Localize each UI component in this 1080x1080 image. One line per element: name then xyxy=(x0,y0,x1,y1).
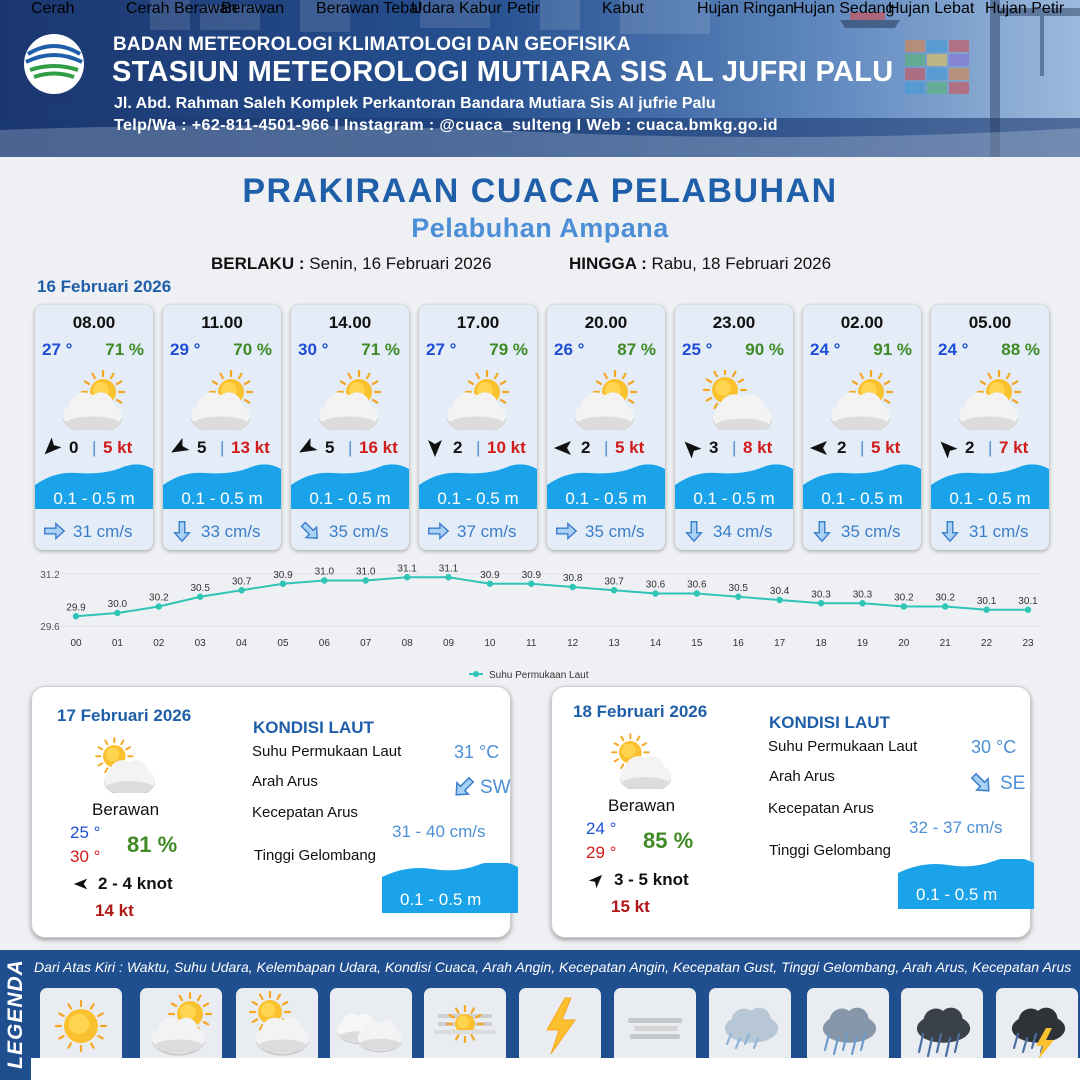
wind-direction-icon xyxy=(425,438,445,458)
logo-text: BMKG xyxy=(35,92,73,106)
day3-temp-max: 29 ° xyxy=(586,843,617,862)
data-label: 31.1 xyxy=(438,563,459,575)
card-wave-height: 0.1 - 0.5 m xyxy=(53,489,135,508)
day2-date: 17 Februari 2026 xyxy=(57,706,192,725)
kabut-icon xyxy=(614,988,696,1064)
legend-item xyxy=(519,988,601,1064)
legend-item-label: Petir xyxy=(507,0,540,17)
data-point xyxy=(321,577,327,583)
card-temperature: 27 ° xyxy=(426,340,457,359)
x-tick-label: 01 xyxy=(111,638,123,649)
x-tick-label: 20 xyxy=(898,638,910,649)
legend-item-label: Cerah xyxy=(31,0,75,17)
hourly-card xyxy=(547,305,665,550)
day3-date: 18 Februari 2026 xyxy=(573,702,708,721)
data-label: 29.9 xyxy=(66,602,86,614)
card-separator: | xyxy=(860,438,865,457)
card-time: 17.00 xyxy=(456,313,500,332)
card-current-speed: 33 cm/s xyxy=(201,522,261,541)
card-wave-height: 0.1 - 0.5 m xyxy=(565,489,647,508)
card-gust: 5 kt xyxy=(615,438,645,457)
card-wave-height: 0.1 - 0.5 m xyxy=(437,489,519,508)
wind-direction-icon xyxy=(809,438,829,458)
data-point xyxy=(445,574,451,580)
data-point xyxy=(114,610,120,616)
x-tick-label: 16 xyxy=(732,638,744,649)
x-tick-label: 18 xyxy=(815,638,827,649)
data-label: 30.5 xyxy=(190,582,210,594)
data-point xyxy=(694,590,700,596)
cerah-berawan-icon xyxy=(825,370,901,430)
data-point xyxy=(942,603,948,609)
day2-temp-min: 25 ° xyxy=(70,823,101,842)
data-label: 30.2 xyxy=(149,592,169,604)
card-separator: | xyxy=(604,438,609,457)
card-current-speed: 31 cm/s xyxy=(73,522,133,541)
day1-date: 16 Februari 2026 xyxy=(37,277,172,296)
data-point xyxy=(859,600,865,606)
card-separator: | xyxy=(988,438,993,457)
page-title: PRAKIRAAN CUACA PELABUHAN xyxy=(242,172,838,210)
hourly-card xyxy=(675,305,793,550)
data-point xyxy=(156,603,162,609)
series-line xyxy=(76,577,1028,616)
card-wind-speed: 3 xyxy=(709,438,719,457)
card-humidity: 70 % xyxy=(233,340,272,359)
data-point xyxy=(197,594,203,600)
data-point xyxy=(776,597,782,603)
legend-item xyxy=(330,988,412,1064)
petir-icon xyxy=(519,988,601,1064)
day3-wave-height: 0.1 - 0.5 m xyxy=(916,885,998,904)
legend-item-label: Hujan Petir xyxy=(985,0,1065,17)
legend-item xyxy=(996,988,1078,1064)
legend-item xyxy=(140,988,222,1064)
card-wave-height: 0.1 - 0.5 m xyxy=(693,489,775,508)
card-wind-speed: 2 xyxy=(837,438,847,457)
card-time: 05.00 xyxy=(968,313,1012,332)
card-gust: 10 kt xyxy=(487,438,526,457)
station-contact: Telp/Wa : +62-811-4501-966 I Instagram : @cuaca_sulteng I Web : cuaca.bmkg.go.id xyxy=(114,117,778,134)
current-direction-icon xyxy=(553,518,579,544)
valid-from xyxy=(211,254,492,274)
card-gust: 8 kt xyxy=(743,438,773,457)
card-gust: 7 kt xyxy=(999,438,1029,457)
station-address: Jl. Abd. Rahman Saleh Komplek Perkantoran Bandara Mutiara Sis Al jufrie Palu xyxy=(114,95,716,112)
bmkg-logo xyxy=(14,32,94,108)
valid-from-label: BERLAKU : xyxy=(211,254,305,273)
x-tick-label: 10 xyxy=(484,638,496,649)
data-point xyxy=(363,577,369,583)
card-humidity: 71 % xyxy=(105,340,144,359)
data-label: 30.9 xyxy=(480,569,500,581)
card-gust: 13 kt xyxy=(231,438,270,457)
day2-sst-label: Suhu Permukaan Laut xyxy=(252,743,402,760)
legend-item-label: Berawan xyxy=(221,0,285,17)
station-name: STASIUN METEOROLOGI MUTIARA SIS AL JUFRI PALU xyxy=(112,56,894,88)
data-label: 31.1 xyxy=(397,563,417,575)
card-current-speed: 31 cm/s xyxy=(969,522,1029,541)
card-temperature: 25 ° xyxy=(682,340,713,359)
day3-gust: 15 kt xyxy=(611,897,650,916)
current-direction-icon xyxy=(809,518,835,544)
x-tick-label: 22 xyxy=(981,638,993,649)
valid-to xyxy=(569,254,831,274)
x-tick-label: 19 xyxy=(856,638,868,649)
card-current-speed: 35 cm/s xyxy=(841,522,901,541)
current-direction-icon xyxy=(425,518,451,544)
x-tick-label: 11 xyxy=(526,638,537,649)
valid-from-value: Senin, 16 Februari 2026 xyxy=(309,254,492,273)
data-label: 30.2 xyxy=(894,592,914,604)
wind-direction-icon xyxy=(681,438,701,458)
day2-panel xyxy=(31,686,511,938)
hourly-card xyxy=(803,305,921,550)
day2-humidity: 81 % xyxy=(127,832,178,857)
card-temperature: 29 ° xyxy=(170,340,201,359)
day3-humidity: 85 % xyxy=(643,828,694,853)
card-time: 20.00 xyxy=(584,313,628,332)
x-tick-label: 02 xyxy=(153,638,165,649)
legend-item xyxy=(614,988,696,1064)
wind-direction-icon xyxy=(588,871,606,889)
day3-current-dir: SE xyxy=(1000,773,1026,794)
org-name: BADAN METEOROLOGI KLIMATOLOGI DAN GEOFISIKA xyxy=(113,34,631,55)
data-point xyxy=(735,594,741,600)
day2-current-speed: 31 - 40 cm/s xyxy=(392,822,486,841)
card-wave-height: 0.1 - 0.5 m xyxy=(949,489,1031,508)
hourly-card xyxy=(163,305,281,550)
card-time: 11.00 xyxy=(201,313,243,332)
card-humidity: 71 % xyxy=(361,340,400,359)
wind-direction-icon xyxy=(72,875,90,893)
legend-item xyxy=(424,988,506,1064)
legend-item-label: Hujan Sedang xyxy=(793,0,895,17)
current-direction-icon xyxy=(450,773,478,801)
day2-temp-max: 30 ° xyxy=(70,847,101,866)
card-separator: | xyxy=(92,438,97,457)
data-label: 30.8 xyxy=(562,573,583,584)
legend-item xyxy=(901,988,983,1064)
udara-kabur-icon xyxy=(424,988,506,1064)
card-wind-speed: 2 xyxy=(965,438,975,457)
data-point xyxy=(983,607,989,613)
data-point xyxy=(652,590,658,596)
legend-item xyxy=(236,988,318,1064)
day3-temp-min: 24 ° xyxy=(586,819,617,838)
x-tick-label: 21 xyxy=(939,638,951,649)
valid-to-label: HINGGA : xyxy=(569,254,647,273)
legend-label-strip xyxy=(31,1058,1080,1080)
current-direction-icon xyxy=(681,518,707,544)
card-time: 14.00 xyxy=(328,313,372,332)
card-gust: 5 kt xyxy=(871,438,901,457)
hourly-card xyxy=(291,305,409,550)
data-point xyxy=(1025,607,1031,613)
y-tick-label: 31.2 xyxy=(40,570,60,581)
cerah-icon xyxy=(40,988,122,1064)
berawan-tebal-icon xyxy=(330,988,412,1064)
wind-direction-icon xyxy=(553,438,573,458)
current-direction-icon xyxy=(937,518,963,544)
legend-item-label: Kabut xyxy=(602,0,644,17)
day3-current-speed-label: Kecepatan Arus xyxy=(768,800,874,817)
data-label: 30.7 xyxy=(604,576,624,588)
legend-marker xyxy=(473,671,479,677)
port-name: Pelabuhan Ampana xyxy=(411,213,669,243)
data-label: 30.1 xyxy=(976,595,997,607)
data-point xyxy=(238,587,244,593)
legend-item xyxy=(807,988,889,1064)
x-tick-label: 00 xyxy=(70,638,82,649)
hourly-card xyxy=(931,305,1049,550)
wind-direction-icon xyxy=(169,438,189,458)
x-tick-label: 14 xyxy=(649,638,662,649)
cerah-berawan-icon xyxy=(185,370,261,430)
data-label: 31.0 xyxy=(356,566,376,578)
current-direction-icon xyxy=(967,769,995,797)
legend-side xyxy=(0,950,31,1080)
current-direction-icon xyxy=(297,518,323,544)
day2-current-speed-label: Kecepatan Arus xyxy=(252,804,358,821)
x-tick-label: 09 xyxy=(442,638,455,649)
cerah-berawan-icon xyxy=(57,370,133,430)
day3-sea-title: KONDISI LAUT xyxy=(769,713,890,732)
legend-item xyxy=(709,988,791,1064)
data-point xyxy=(404,574,410,580)
legend-item-label: Hujan Lebat xyxy=(888,0,975,17)
data-point xyxy=(569,584,575,590)
data-label: 30.1 xyxy=(1018,595,1038,607)
data-point xyxy=(818,600,824,606)
card-current-speed: 35 cm/s xyxy=(329,522,389,541)
x-tick-label: 07 xyxy=(360,638,372,649)
day3-wave-label: Tinggi Gelombang xyxy=(769,842,892,859)
hujan-sedang-icon xyxy=(807,988,889,1064)
hujan-lebat-icon xyxy=(901,988,983,1064)
data-point xyxy=(611,587,617,593)
x-tick-label: 15 xyxy=(691,638,703,649)
card-gust: 5 kt xyxy=(103,438,133,457)
hourly-card xyxy=(35,305,153,550)
legend-label: Suhu Permukaan Laut xyxy=(489,670,589,681)
day2-wave-label: Tinggi Gelombang xyxy=(254,847,377,864)
card-separator: | xyxy=(220,438,225,457)
data-point xyxy=(528,581,534,587)
day2-wave-height: 0.1 - 0.5 m xyxy=(400,890,482,909)
data-label: 30.4 xyxy=(769,586,790,597)
card-wind-speed: 2 xyxy=(453,438,463,457)
x-tick-label: 03 xyxy=(194,638,206,649)
cerah-berawan-icon xyxy=(140,988,222,1064)
data-label: 30.6 xyxy=(645,579,666,591)
legend-item xyxy=(40,988,122,1064)
card-humidity: 90 % xyxy=(745,340,784,359)
card-wind-speed: 2 xyxy=(581,438,591,457)
card-temperature: 26 ° xyxy=(554,340,585,359)
data-point xyxy=(280,581,286,587)
day3-sst-value: 30 °C xyxy=(971,737,1017,757)
cerah-berawan-icon xyxy=(953,370,1029,430)
hujan-ringan-icon xyxy=(709,988,791,1064)
card-time: 02.00 xyxy=(840,313,884,332)
card-separator: | xyxy=(348,438,353,457)
wind-direction-icon xyxy=(41,438,61,458)
x-tick-label: 08 xyxy=(401,638,413,649)
valid-to-value: Rabu, 18 Februari 2026 xyxy=(651,254,832,273)
legend-item-label: Berawan Tebal xyxy=(316,0,422,17)
current-direction-icon xyxy=(41,518,67,544)
x-tick-label: 04 xyxy=(236,638,248,649)
legend-item-label: Hujan Ringan xyxy=(697,0,794,17)
card-temperature: 27 ° xyxy=(42,340,73,359)
wind-direction-icon xyxy=(297,438,317,458)
data-label: 30.3 xyxy=(852,589,873,601)
legend-title: LEGENDA xyxy=(4,959,27,1069)
day3-current-dir-label: Arah Arus xyxy=(769,768,835,785)
x-tick-label: 12 xyxy=(567,638,579,649)
card-humidity: 88 % xyxy=(1001,340,1040,359)
data-label: 30.9 xyxy=(273,569,293,581)
day2-condition: Berawan xyxy=(92,800,160,819)
day2-current-dir-label: Arah Arus xyxy=(252,773,318,790)
x-tick-label: 23 xyxy=(1022,638,1034,649)
cerah-berawan-icon xyxy=(569,370,645,430)
card-wave-height: 0.1 - 0.5 m xyxy=(821,489,903,508)
day3-panel xyxy=(551,686,1031,938)
x-tick-label: 06 xyxy=(318,638,330,649)
berawan-icon xyxy=(236,988,318,1064)
hourly-card xyxy=(419,305,537,550)
data-label: 30.0 xyxy=(107,599,128,610)
berawan-icon xyxy=(90,737,156,793)
card-gust: 16 kt xyxy=(359,438,398,457)
card-separator: | xyxy=(732,438,737,457)
data-label: 31.0 xyxy=(314,566,335,578)
data-label: 30.7 xyxy=(231,576,252,588)
card-wind-speed: 5 xyxy=(197,438,207,457)
card-wave-height: 0.1 - 0.5 m xyxy=(309,489,391,508)
data-label: 30.5 xyxy=(728,582,748,594)
y-tick-label: 29.6 xyxy=(40,622,60,633)
card-humidity: 91 % xyxy=(873,340,912,359)
card-wind-speed: 5 xyxy=(325,438,335,457)
data-label: 30.9 xyxy=(521,569,542,581)
card-temperature: 30 ° xyxy=(298,340,329,359)
legend-item-label: Cerah Berawan xyxy=(126,0,238,17)
day3-current-speed: 32 - 37 cm/s xyxy=(909,818,1003,837)
data-label: 30.2 xyxy=(935,592,955,604)
berawan-icon xyxy=(697,370,773,430)
day2-current-dir: SW xyxy=(480,777,511,798)
data-label: 30.3 xyxy=(811,589,831,601)
berawan-icon xyxy=(606,733,672,789)
data-label: 30.6 xyxy=(687,579,707,591)
card-time: 23.00 xyxy=(712,313,756,332)
day2-sea-title: KONDISI LAUT xyxy=(253,718,374,737)
card-current-speed: 37 cm/s xyxy=(457,522,517,541)
data-point xyxy=(73,613,79,619)
card-separator: | xyxy=(476,438,481,457)
card-temperature: 24 ° xyxy=(810,340,841,359)
card-current-speed: 35 cm/s xyxy=(585,522,645,541)
header-banner xyxy=(0,0,1080,157)
data-point xyxy=(487,581,493,587)
current-direction-icon xyxy=(169,518,195,544)
card-wave-height: 0.1 - 0.5 m xyxy=(181,489,263,508)
x-tick-label: 17 xyxy=(774,638,786,649)
data-point xyxy=(901,603,907,609)
legend-note: Dari Atas Kiri : Waktu, Suhu Udara, Kelembapan Udara, Kondisi Cuaca, Arah Angin, Kecepatan Angin, Kecepatan Gust, Tinggi Gelombang, Arah Arus, Kecepatan Arus xyxy=(34,959,1072,975)
day2-wind-speed: 2 - 4 knot xyxy=(98,874,173,893)
card-humidity: 87 % xyxy=(617,340,656,359)
day3-sst-label: Suhu Permukaan Laut xyxy=(768,738,918,755)
wind-direction-icon xyxy=(937,438,957,458)
cerah-berawan-icon xyxy=(313,370,389,430)
day3-wind-speed: 3 - 5 knot xyxy=(614,870,689,889)
day3-condition: Berawan xyxy=(608,796,676,815)
x-tick-label: 05 xyxy=(277,638,289,649)
card-wind-speed: 0 xyxy=(69,438,79,457)
card-temperature: 24 ° xyxy=(938,340,969,359)
card-humidity: 79 % xyxy=(489,340,528,359)
day2-sst-value: 31 °C xyxy=(454,742,500,762)
day2-gust: 14 kt xyxy=(95,901,134,920)
cerah-berawan-icon xyxy=(441,370,517,430)
sst-line-chart xyxy=(28,560,1058,685)
hujan-petir-icon xyxy=(996,988,1078,1064)
card-time: 08.00 xyxy=(72,313,116,332)
legend-item-label: Udara Kabur xyxy=(411,0,502,17)
x-tick-label: 13 xyxy=(608,638,620,649)
card-current-speed: 34 cm/s xyxy=(713,522,773,541)
